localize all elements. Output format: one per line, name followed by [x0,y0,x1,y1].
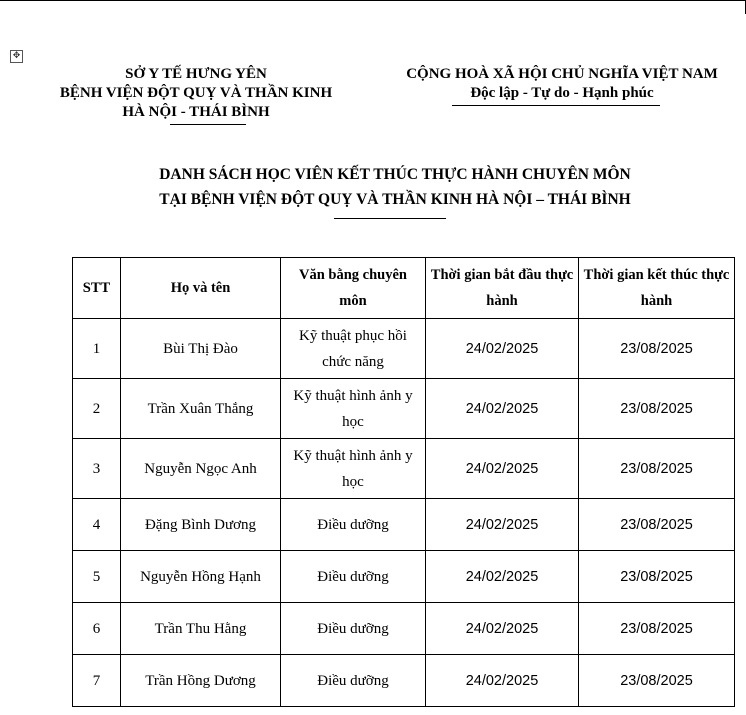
cell-stt: 3 [73,439,121,499]
cell-degree: Điều dưỡng [281,655,426,707]
cell-name: Trần Xuân Thắng [121,379,281,439]
cell-stt: 2 [73,379,121,439]
table-row [73,319,735,379]
table-row [73,655,735,707]
cell-start-date: 24/02/2025 [426,551,579,603]
table-row [73,551,735,603]
table-row [73,379,735,439]
cell-start-date: 24/02/2025 [426,319,579,379]
national-motto-block [362,65,746,103]
table-row [73,603,735,655]
table-row [73,439,735,499]
cell-degree: Điều dưỡng [281,551,426,603]
cell-end-date: 23/08/2025 [579,379,735,439]
cell-stt: 6 [73,603,121,655]
header-name: Họ và tên [121,258,281,319]
cell-start-date: 24/02/2025 [426,439,579,499]
cell-end-date: 23/08/2025 [579,655,735,707]
header-stt: STT [73,258,121,319]
cell-stt: 7 [73,655,121,707]
national-name: CỘNG HOÀ XÃ HỘI CHỦ NGHĨA VIỆT NAM [406,66,718,82]
cell-degree: Kỹ thuật phục hồi chức năng [281,319,426,379]
header-start-date: Thời gian bắt đầu thực hành [426,258,579,319]
title-line-1: DANH SÁCH HỌC VIÊN KẾT THÚC THỰC HÀNH CHUYÊN MÔN [159,166,631,183]
table-header-row [73,258,735,319]
cell-name: Bùi Thị Đào [121,319,281,379]
issuer-location: HÀ NỘI - THÁI BÌNH [122,104,270,120]
cell-end-date: 23/08/2025 [579,551,735,603]
student-table [72,257,735,707]
cell-start-date: 24/02/2025 [426,603,579,655]
national-motto: Độc lập - Tự do - Hạnh phúc [470,85,654,101]
cell-end-date: 23/08/2025 [579,499,735,551]
cell-stt: 5 [73,551,121,603]
issuer-hospital: BỆNH VIỆN ĐỘT QUỴ VÀ THẦN KINH [59,85,333,101]
cell-name: Trần Hồng Dương [121,655,281,707]
cell-start-date: 24/02/2025 [426,499,579,551]
cell-start-date: 24/02/2025 [426,379,579,439]
cell-degree: Kỹ thuật hình ảnh y học [281,379,426,439]
page-top-border [0,0,746,1]
issuer-block [20,65,372,122]
issuer-department: SỞ Y TẾ HƯNG YÊN [125,66,267,82]
cell-stt: 1 [73,319,121,379]
cell-start-date: 24/02/2025 [426,655,579,707]
title-underline [334,218,446,219]
cell-name: Nguyễn Ngọc Anh [121,439,281,499]
cell-name: Nguyễn Hồng Hạnh [121,551,281,603]
cell-end-date: 23/08/2025 [579,319,735,379]
issuer-underline [170,124,246,125]
cell-end-date: 23/08/2025 [579,439,735,499]
cell-degree: Điều dưỡng [281,499,426,551]
motto-underline [452,105,660,106]
cell-degree: Kỹ thuật hình ảnh y học [281,439,426,499]
title-line-2: TẠI BỆNH VIỆN ĐỘT QUỴ VÀ THẦN KINH HÀ NỘI – THÁI BÌNH [159,191,631,208]
cell-name: Trần Thu Hằng [121,603,281,655]
table-row [73,499,735,551]
header-degree: Văn bằng chuyên môn [281,258,426,319]
cell-degree: Điều dưỡng [281,603,426,655]
header-end-date: Thời gian kết thúc thực hành [579,258,735,319]
document-title [20,162,746,212]
cell-stt: 4 [73,499,121,551]
cell-end-date: 23/08/2025 [579,603,735,655]
cell-name: Đặng Bình Dương [121,499,281,551]
table-move-handle-icon[interactable]: ✥ [10,50,23,63]
